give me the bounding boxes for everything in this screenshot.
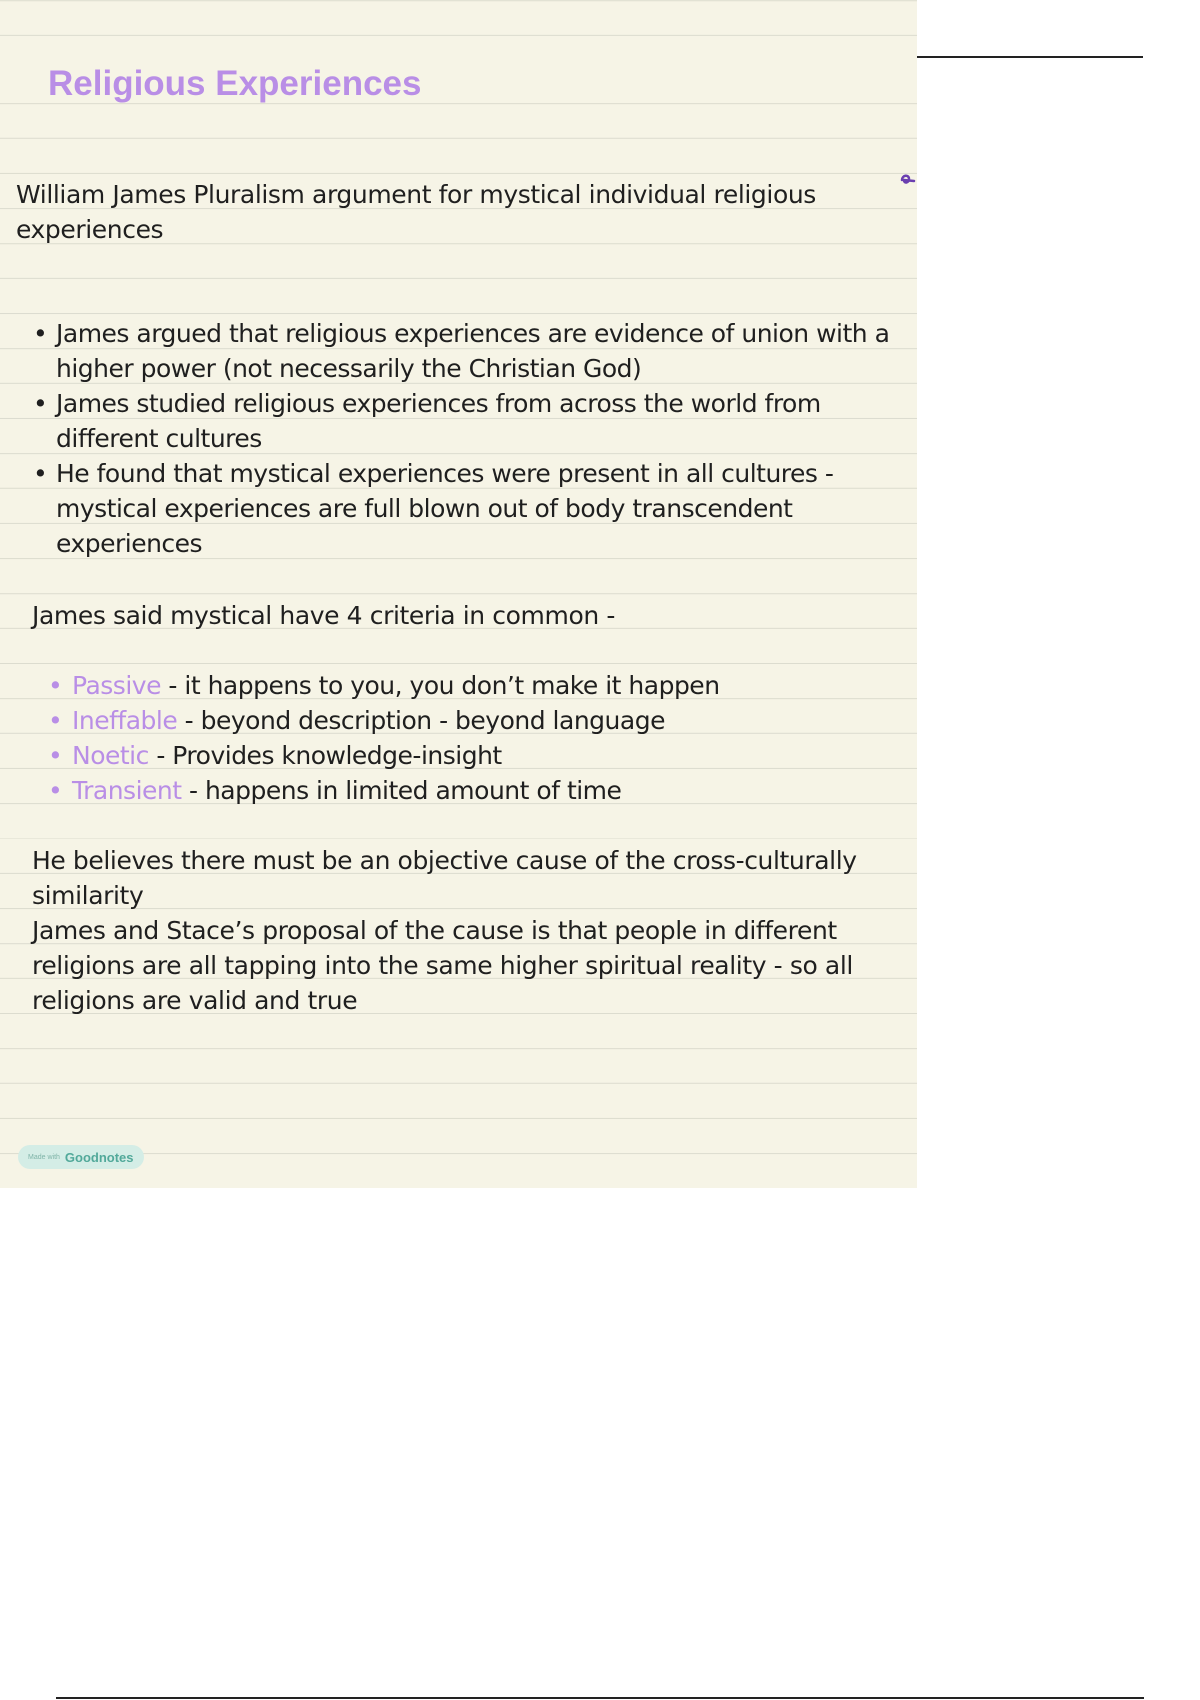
conclusion-line: He believes there must be an objective cause of the cross-culturally similarity (32, 846, 857, 910)
badge-brand: Goodnotes (64, 1149, 134, 1165)
criteria-desc: - it happens to you, you don’t make it happen (160, 671, 720, 700)
top-divider (917, 56, 1143, 58)
bullet-icon: • (48, 671, 63, 700)
note-heading: William James Pluralism argument for mystical individual religious experiences (16, 180, 816, 244)
criteria-list (46, 668, 886, 808)
criteria-item (46, 703, 886, 738)
criteria-term: Passive (72, 671, 161, 700)
bullet-icon: • (48, 706, 63, 735)
goodnotes-badge[interactable] (18, 1145, 144, 1169)
bullet-icon: • (48, 776, 63, 805)
list-item (30, 386, 890, 456)
criteria-term: Ineffable (72, 706, 178, 735)
list-item-text: He found that mystical experiences were present in all cultures - mystical experiences are full blown out of body transcendent experiences (56, 459, 834, 558)
list-item (30, 316, 890, 386)
criteria-term: Transient (72, 776, 182, 805)
criteria-desc: - beyond description - beyond language (177, 706, 665, 735)
badge-prefix: Made with (28, 1153, 60, 1161)
criteria-item (46, 773, 886, 808)
page-title: Religious Experiences (48, 64, 422, 103)
criteria-desc: - happens in limited amount of time (181, 776, 622, 805)
bullet-icon: • (48, 741, 63, 770)
criteria-desc: - Provides knowledge-insight (148, 741, 502, 770)
evidence-bullet-list (30, 316, 890, 561)
criteria-intro: James said mystical have 4 criteria in common - (32, 601, 615, 630)
bottom-divider (56, 1697, 1144, 1699)
conclusion-paragraph (32, 843, 872, 1018)
conclusion-line: James and Stace’s proposal of the cause is that people in different religions are all tapping into the same higher spiritual reality - so all religions are valid and true (32, 916, 853, 1015)
criteria-item (46, 668, 886, 703)
list-item-text: James studied religious experiences from across the world from different cultures (56, 389, 821, 453)
criteria-term: Noetic (72, 741, 149, 770)
bullet-icon: • (33, 319, 48, 348)
list-item-text: James argued that religious experiences are evidence of union with a higher power (not necessarily the Christian God) (56, 319, 890, 383)
list-item (30, 456, 890, 561)
bullet-icon: • (33, 459, 48, 488)
bullet-icon: • (33, 389, 48, 418)
criteria-item (46, 738, 886, 773)
pen-mark-icon (900, 174, 916, 186)
